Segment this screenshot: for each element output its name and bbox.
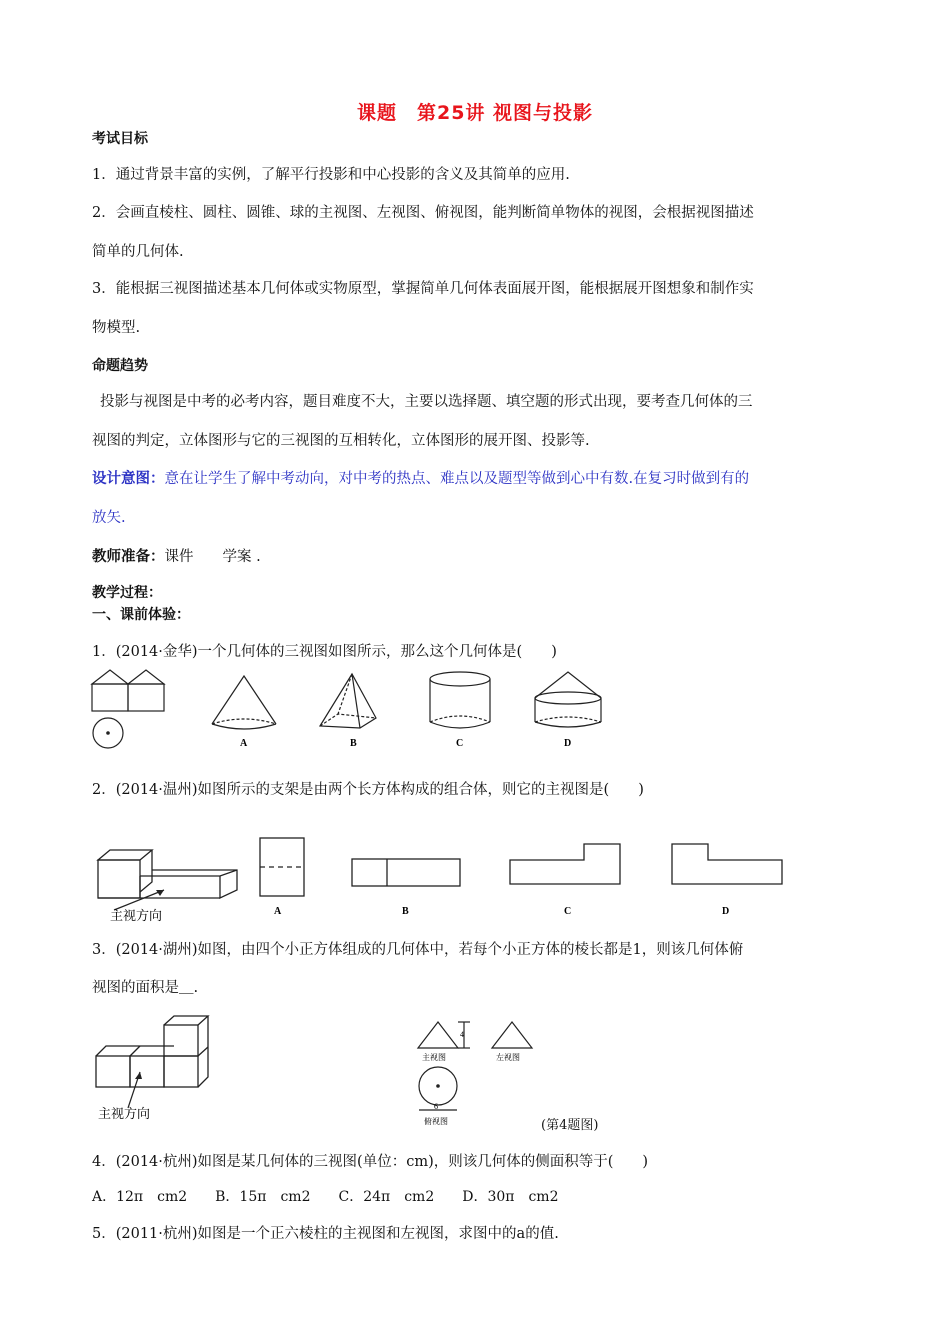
center-dot xyxy=(106,731,110,735)
option-a-cone xyxy=(212,676,276,729)
height-label: 4 xyxy=(460,1030,464,1039)
q2-option-label: A xyxy=(274,906,282,917)
q2-option-c xyxy=(510,844,620,884)
q2-option-b xyxy=(352,859,460,886)
q1-option-label: C xyxy=(456,738,464,749)
process-heading: 教学过程： xyxy=(92,585,162,601)
left-view-label: 左视图 xyxy=(496,1053,520,1062)
design-line2: 放矢. xyxy=(92,510,126,526)
question-4-options: A．12π cm2 B．15π cm2 C．24π cm2 D．30π cm2 xyxy=(92,1189,559,1205)
left-view-triangle xyxy=(492,1022,532,1048)
option-c-cylinder xyxy=(430,672,490,728)
q1-option-label: B xyxy=(350,738,357,749)
q2-option-a xyxy=(260,838,304,896)
question-3-line2: 视图的面积是＿. xyxy=(92,980,199,996)
objective-line: 简单的几何体. xyxy=(92,244,184,260)
design-text: 意在让学生了解中考动向，对中考的热点、难点以及题型等做到心中有数.在复习时做到有的 xyxy=(164,471,750,487)
prep-label: 教师准备： xyxy=(92,549,165,565)
front-view-label: 主视图 xyxy=(422,1053,446,1062)
objectives-heading: 考试目标 xyxy=(92,131,148,147)
front-view-triangle xyxy=(418,1022,458,1048)
question-4: 4．(2014·杭州)如图是某几何体的三视图(单位：cm)，则该几何体的侧面积等于( ) xyxy=(92,1154,649,1170)
section-heading: 一、课前体验： xyxy=(92,607,190,623)
q2-bracket xyxy=(98,850,237,898)
option-b-pyramid xyxy=(320,674,376,728)
objective-line: 1．通过背景丰富的实例，了解平行投影和中心投影的含义及其简单的应用. xyxy=(92,167,570,183)
top-view-label: 俯视图 xyxy=(424,1117,448,1126)
question-5: 5．(2011·杭州)如图是一个正六棱柱的主视图和左视图，求图中的a的值. xyxy=(92,1226,559,1242)
q1-option-label: D xyxy=(564,738,572,749)
design-intent xyxy=(92,467,749,488)
question-3-line1: 3．(2014·湖州)如图，由四个小正方体组成的几何体中，若每个小正方体的棱长都是1，则该几何体俯 xyxy=(92,942,744,958)
q3-figure xyxy=(92,1012,227,1124)
trends-line: 投影与视图是中考的必考内容，题目难度不大，主要以选择题、填空题的形式出现，要考查几何体的三 xyxy=(100,394,753,410)
trends-heading: 命题趋势 xyxy=(92,358,148,374)
option-d-cone-cylinder xyxy=(535,672,601,727)
q4-figure-caption: (第4题图) xyxy=(541,1118,599,1133)
objective-line: 2．会画直棱柱、圆柱、圆锥、球的主视图、左视图、俯视图，能判断简单物体的视图，会根据视图描述 xyxy=(92,205,754,221)
question-1: 1．(2014·金华)一个几何体的三视图如图所示，那么这个几何体是( ) xyxy=(92,644,557,660)
q2-option-label: B xyxy=(402,906,409,917)
q1-figure xyxy=(80,668,620,753)
q2-option-label: D xyxy=(722,906,730,917)
q2-option-d xyxy=(672,844,782,884)
q3-direction-label: 主视方向 xyxy=(98,1106,151,1121)
prep-text: 课件 学案 . xyxy=(164,549,261,565)
objective-line: 3．能根据三视图描述基本几何体或实物原型，掌握简单几何体表面展开图，能根据展开图想象和制作实 xyxy=(92,281,754,297)
width-label: 6 xyxy=(434,1102,438,1111)
page-title: 课题 第25讲 视图与投影 xyxy=(356,102,594,124)
q4-figure xyxy=(412,1018,547,1130)
question-2: 2．(2014·温州)如图所示的支架是由两个长方体构成的组合体，则它的主视图是( ) xyxy=(92,782,644,798)
q2-option-label: C xyxy=(564,906,572,917)
q2-figure xyxy=(92,832,792,924)
trends-line: 视图的判定，立体图形与它的三视图的互相转化，立体图形的展开图、投影等. xyxy=(92,433,590,449)
q2-direction-label: 主视方向 xyxy=(110,908,163,923)
q1-option-label: A xyxy=(240,738,248,749)
objective-line: 物模型. xyxy=(92,320,141,336)
design-label: 设计意图： xyxy=(92,471,165,487)
teacher-prep xyxy=(92,545,261,566)
